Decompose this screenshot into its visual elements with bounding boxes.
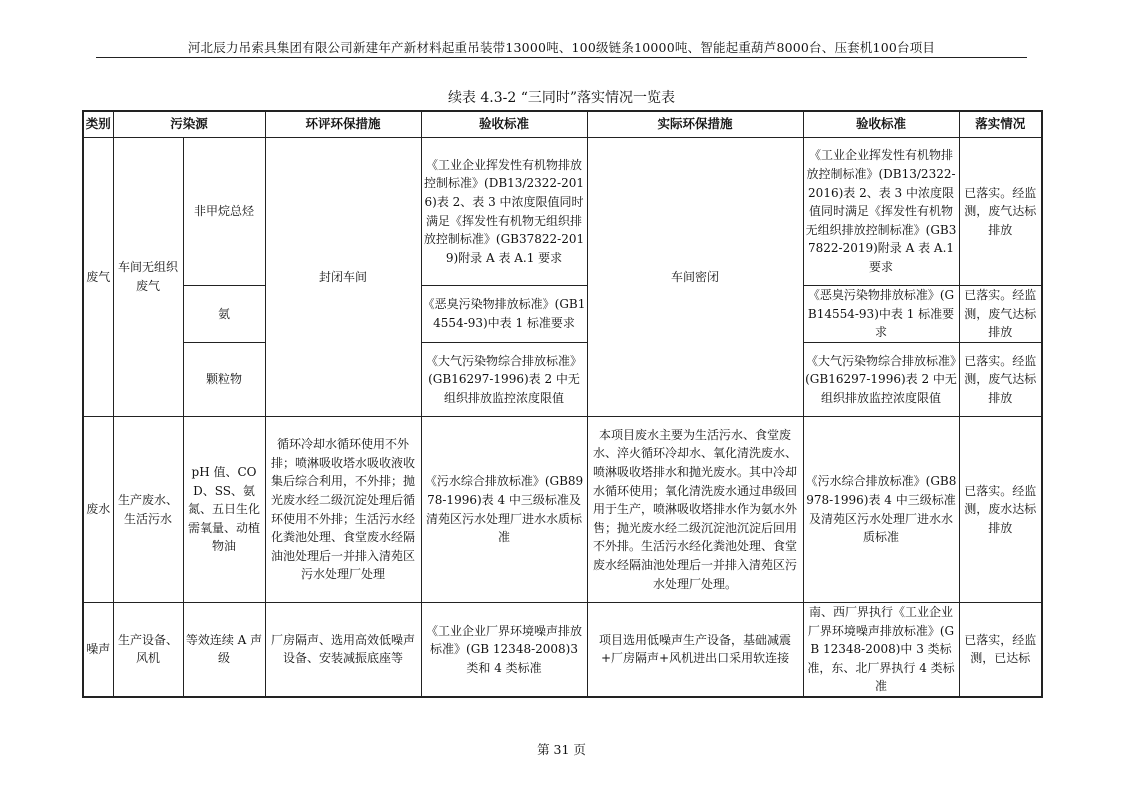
pollutant-cell: 等效连续 A 声级 bbox=[183, 603, 265, 697]
status-cell: 已落实。经监测，废气达标排放 bbox=[959, 138, 1042, 286]
standard2-cell: 《污水综合排放标准》(GB8978-1996)表 4 中三级标准及清苑区污水处理厂进水水质标准 bbox=[803, 417, 959, 603]
table-row bbox=[83, 343, 1042, 417]
document-header: 河北辰力吊索具集团有限公司新建年产新材料起重吊装带13000吨、100级链条10000吨、智能起重葫芦8000台、压套机100台项目 bbox=[187, 40, 936, 55]
three-simultaneous-table bbox=[82, 110, 1043, 698]
col-pollution-source: 污染源 bbox=[113, 111, 265, 138]
category-cell: 噪声 bbox=[83, 603, 113, 697]
eia-measure-cell: 封闭车间 bbox=[265, 138, 421, 417]
standard-cell: 《大气污染物综合排放标准》(GB16297-1996)表 2 中无组织排放监控浓度限值 bbox=[421, 343, 587, 417]
col-acceptance-standard: 验收标准 bbox=[421, 111, 587, 138]
status-cell: 已落实。经监测，废水达标排放 bbox=[959, 417, 1042, 603]
col-implementation-status: 落实情况 bbox=[959, 111, 1042, 138]
page-number: 第 31 页 bbox=[537, 742, 586, 757]
standard-cell: 《工业企业厂界环境噪声排放标准》(GB 12348-2008)3 类和 4 类标准 bbox=[421, 603, 587, 697]
standard-cell: 《污水综合排放标准》(GB8978-1996)表 4 中三级标准及清苑区污水处理厂进水水质标准 bbox=[421, 417, 587, 603]
col-category: 类别 bbox=[83, 111, 113, 138]
pollutant-cell: 颗粒物 bbox=[183, 343, 265, 417]
category-cell: 废气 bbox=[83, 138, 113, 417]
pollutant-cell: 氨 bbox=[183, 286, 265, 343]
actual-measure-cell: 本项目废水主要为生活污水、食堂废水、淬火循环冷却水、氧化清洗废水、喷淋吸收塔排水和抛光废水。其中冷却水循环使用；氧化清洗废水通过串级回用于生产，喷淋吸收塔排水作为氨水外售；抛光废水经二级沉淀池沉淀后回用不外排。生活污水经化粪池处理、食堂废水经隔油池处理后一并排入清苑区污水处理厂处理。 bbox=[587, 417, 803, 603]
table-row bbox=[83, 603, 1042, 697]
table-row bbox=[83, 286, 1042, 343]
standard2-cell: 南、西厂界执行《工业企业厂界环境噪声排放标准》(GB 12348-2008)中 3 类标准，东、北厂界执行 4 类标准 bbox=[803, 603, 959, 697]
eia-measure-cell: 厂房隔声、选用高效低噪声设备、安装减振底座等 bbox=[265, 603, 421, 697]
header-divider bbox=[96, 57, 1027, 58]
standard2-cell: 《大气污染物综合排放标准》(GB16297-1996)表 2 中无组织排放监控浓度限值 bbox=[803, 343, 959, 417]
source-cell: 车间无组织废气 bbox=[113, 138, 183, 417]
status-cell: 已落实。经监测，废气达标排放 bbox=[959, 343, 1042, 417]
standard2-cell: 《恶臭污染物排放标准》(GB14554-93)中表 1 标准要求 bbox=[803, 286, 959, 343]
table-row bbox=[83, 417, 1042, 603]
actual-measure-cell: 项目选用低噪声生产设备，基础减震+厂房隔声+风机进出口采用软连接 bbox=[587, 603, 803, 697]
pollutant-cell: 非甲烷总烃 bbox=[183, 138, 265, 286]
source-cell: 生产设备、风机 bbox=[113, 603, 183, 697]
table-caption: 续表 4.3-2 “三同时”落实情况一览表 bbox=[447, 90, 676, 106]
status-cell: 已落实，经监测，已达标 bbox=[959, 603, 1042, 697]
col-eia-measure: 环评环保措施 bbox=[265, 111, 421, 138]
actual-measure-cell: 车间密闭 bbox=[587, 138, 803, 417]
col-actual-measure: 实际环保措施 bbox=[587, 111, 803, 138]
pollutant-cell: pH 值、COD、SS、氨氮、五日生化需氧量、动植物油 bbox=[183, 417, 265, 603]
standard-cell: 《工业企业挥发性有机物排放控制标准》(DB13/2322-2016)表 2、表 3 中浓度限值同时满足《挥发性有机物无组织排放控制标准》(GB37822-2019)附录 A 表 A.1 要求 bbox=[421, 138, 587, 286]
source-cell: 生产废水、生活污水 bbox=[113, 417, 183, 603]
status-cell: 已落实。经监测，废气达标排放 bbox=[959, 286, 1042, 343]
col-acceptance-standard-2: 验收标准 bbox=[803, 111, 959, 138]
category-cell: 废水 bbox=[83, 417, 113, 603]
eia-measure-cell: 循环冷却水循环使用不外排；喷淋吸收塔水吸收液收集后综合利用，不外排；抛光废水经二级沉淀处理后循环使用不外排；生活污水经化粪池处理、食堂废水经隔油池处理后一并排入清苑区污水处理厂处理 bbox=[265, 417, 421, 603]
standard-cell: 《恶臭污染物排放标准》(GB14554-93)中表 1 标准要求 bbox=[421, 286, 587, 343]
table-row bbox=[83, 138, 1042, 286]
standard2-cell: 《工业企业挥发性有机物排放控制标准》(DB13/2322-2016)表 2、表 3 中浓度限值同时满足《挥发性有机物无组织排放控制标准》(GB37822-2019)附录 A 表 A.1 要求 bbox=[803, 138, 959, 286]
table-header-row bbox=[83, 111, 1042, 138]
